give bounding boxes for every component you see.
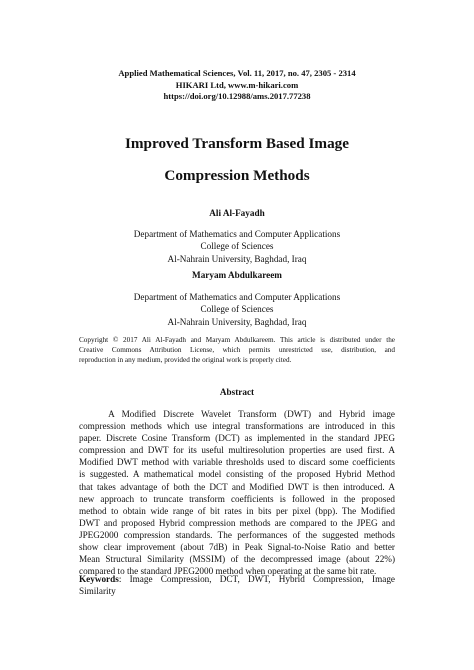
copyright-line: Copyright © 2017 Ali Al-Fayadh and Maryam Abdulkareem. This article is distributed under the: [79, 336, 395, 344]
copyright-notice: [79, 336, 395, 365]
abstract-line: DWT and proposed Hybrid compression methods are compared to the JPEG and: [79, 517, 395, 528]
affiliation-line: Al-Nahrain University, Baghdad, Iraq: [167, 253, 307, 264]
abstract-line: show clear improvement (about 7dB) in Peak Signal-to-Noise Ratio and better: [79, 542, 395, 553]
keywords-line: [79, 573, 395, 585]
abstract-line: Mean Structural Similarity (MSSIM) of the decompressed image (about 22%): [79, 554, 395, 565]
copyright-line: reproduction in any medium, provided the original work is properly cited.: [79, 355, 292, 364]
affiliation-line: Department of Mathematics and Computer Applications: [133, 229, 341, 239]
affiliation-line: College of Sciences: [200, 304, 274, 315]
author-name-2: Maryam Abdulkareem: [192, 270, 282, 280]
affiliation-line: College of Sciences: [200, 241, 274, 252]
abstract-line: compared to the standard JPEG2000 method when operating at the same bit rate.: [79, 566, 377, 577]
abstract-body: [79, 408, 395, 577]
keywords-label: Keywords: [79, 574, 119, 584]
keywords-list: : Image Compression, DCT, DWT, Hybrid Compression, Image: [118, 574, 395, 584]
abstract-line: JPEG2000 compression standards. The performances of the suggested methods: [79, 529, 395, 540]
affiliation-line: Al-Nahrain University, Baghdad, Iraq: [167, 316, 307, 327]
author-name-1: Ali Al-Fayadh: [209, 208, 265, 218]
abstract-heading: Abstract: [219, 387, 255, 397]
abstract-line: compression methods which use integral transformations are introduced in this: [79, 421, 395, 432]
author-affiliation-1: [0, 228, 474, 265]
affiliation-line: Department of Mathematics and Computer Applications: [133, 292, 341, 302]
abstract-line: is suggested. A mathematical model consisting of the proposed Hybrid Method: [79, 469, 395, 480]
abstract-line: method to obtain wide range of bit rates in bits per pixel (bpp). The Modified: [79, 505, 395, 516]
keywords-line-2: Similarity: [79, 586, 116, 597]
abstract-line: that takes advantage of both the DCT and Modified DWT is then introduced. A: [79, 481, 395, 492]
journal-citation: Applied Mathematical Sciences, Vol. 11, 2017, no. 47, 2305 - 2314: [118, 68, 356, 78]
abstract-line: A Modified Discrete Wavelet Transform (DWT) and Hybrid image: [79, 409, 395, 419]
abstract-line: paper. Discrete Cosine Transform (DCT) as implemented in the standard JPEG: [79, 433, 395, 444]
publisher-line: HIKARI Ltd, www.m-hikari.com: [175, 79, 299, 90]
keywords-section: [79, 573, 395, 597]
journal-header: [0, 68, 474, 103]
doi-line: https://doi.org/10.12988/ams.2017.77238: [163, 91, 311, 101]
author-affiliation-2: [0, 291, 474, 328]
paper-title-line-1: Improved Transform Based Image: [124, 135, 349, 152]
abstract-line: compression and DWT for its useful multiresolution properties are used first. A: [79, 445, 395, 456]
abstract-line: Modified DWT method with variable thresholds used to discard some coefficients: [79, 457, 395, 468]
copyright-line: Creative Commons Attribution License, which permits unrestricted use, distribution, and: [79, 345, 395, 354]
paper-title-line-2: Compression Methods: [164, 167, 310, 184]
abstract-line: new approach to truncate transform coefficients is followed in the proposed: [79, 493, 395, 504]
